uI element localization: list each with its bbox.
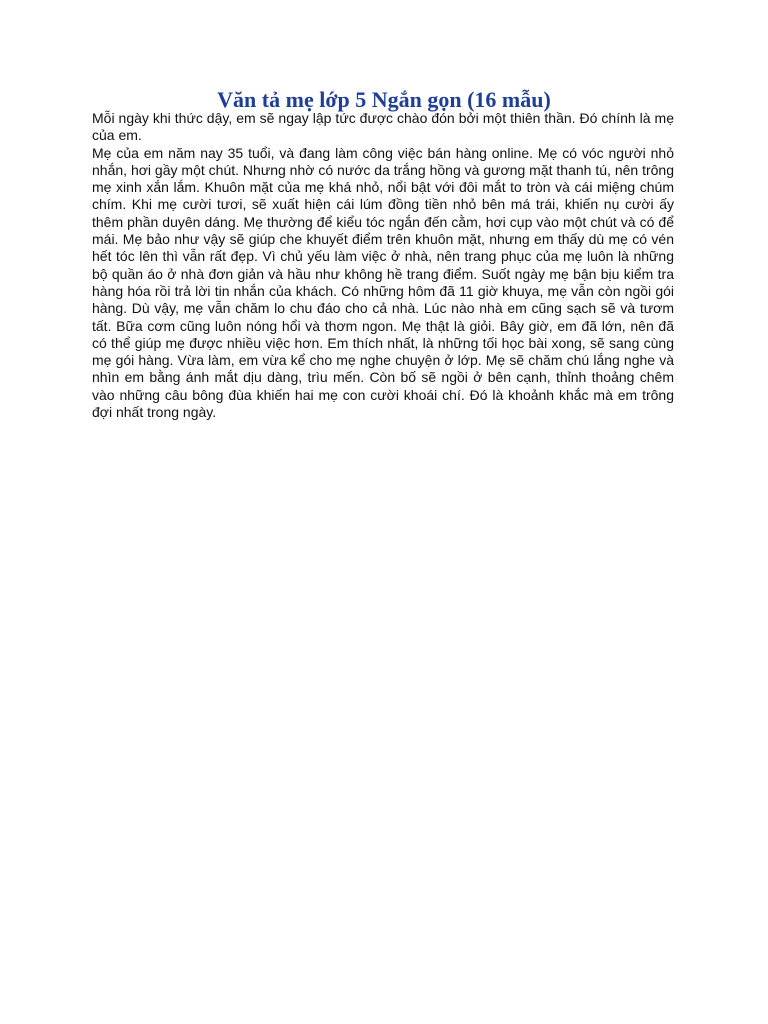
- paragraph-main: Mẹ của em năm nay 35 tuổi, và đang làm công việc bán hàng online. Mẹ có vóc người nhỏ nhắn, hơi gầy một chút. Nhưng nhờ có nước da trắng hồng và gương mặt thanh tú, nên trông mẹ xinh xắn lắm. Khuôn mặt của mẹ khá nhỏ, nổi bật với đôi mắt to tròn và cái miệng chúm chím. Khi mẹ cười tươi, sẽ xuất hiện cái lúm đồng tiền nhỏ bên má trái, khiến nụ cười ấy thêm phần duyên dáng. Mẹ thường để kiểu tóc ngắn đến cằm, hơi cụp vào một chút và có để mái. Mẹ bảo như vậy sẽ giúp che khuyết điểm trên khuôn mặt, nhưng em thấy dù mẹ có vén hết tóc lên thì vẫn rất đẹp. Vì chủ yếu làm việc ở nhà, nên trang phục của mẹ luôn là những bộ quần áo ở nhà đơn giản và hầu như không hề trang điểm. Suốt ngày mẹ bận bịu kiểm tra hàng hóa rồi trả lời tin nhắn của khách. Có những hôm đã 11 giờ khuya, mẹ vẫn còn ngồi gói hàng. Dù vậy, mẹ vẫn chăm lo chu đáo cho cả nhà. Lúc nào nhà em cũng sạch sẽ và tươm tất. Bữa cơm cũng luôn nóng hổi và thơm ngon. Mẹ thật là giỏi. Bây giờ, em đã lớn, nên đã có thể giúp mẹ được nhiều việc hơn. Em thích nhất, là những tối học bài xong, sẽ sang cùng mẹ gói hàng. Vừa làm, em vừa kể cho mẹ nghe chuyện ở lớp. Mẹ sẽ chăm chú lắng nghe và nhìn em bằng ánh mắt dịu dàng, trìu mến. Còn bố sẽ ngồi ở bên cạnh, thỉnh thoảng chêm vào những câu bông đùa khiến hai mẹ con cười khoái chí. Đó là khoảnh khắc mà em trông đợi nhất trong ngày.: [92, 144, 674, 421]
- document-body: [92, 110, 674, 421]
- paragraph-intro: Mỗi ngày khi thức dậy, em sẽ ngay lập tức được chào đón bởi một thiên thần. Đó chính là mẹ của em.: [92, 110, 674, 144]
- document-title: Văn tả mẹ lớp 5 Ngắn gọn (16 mẫu): [217, 87, 551, 112]
